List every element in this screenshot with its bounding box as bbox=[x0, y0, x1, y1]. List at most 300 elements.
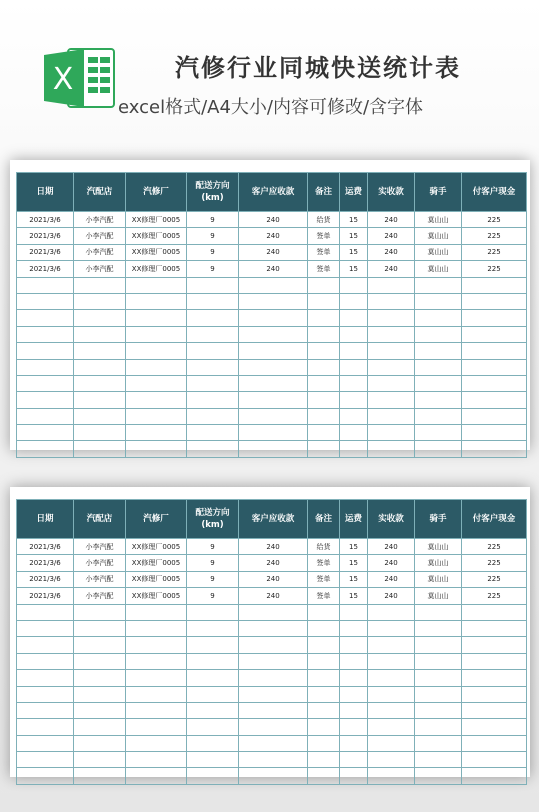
table-cell bbox=[308, 752, 340, 768]
table-row bbox=[17, 719, 527, 735]
table-row bbox=[17, 539, 527, 555]
table-cell: 240 bbox=[239, 555, 308, 571]
table-cell bbox=[74, 392, 126, 408]
table-cell: XX修理厂0005 bbox=[126, 571, 187, 587]
table-cell: 240 bbox=[368, 571, 415, 587]
table-cell bbox=[126, 670, 187, 686]
table-cell bbox=[187, 752, 239, 768]
table-cell: 小李汽配 bbox=[74, 571, 126, 587]
table-cell bbox=[17, 343, 74, 359]
table-cell bbox=[340, 277, 368, 293]
table-cell bbox=[126, 310, 187, 326]
table-cell bbox=[462, 343, 527, 359]
table-cell bbox=[17, 293, 74, 309]
table-row bbox=[17, 768, 527, 784]
table-cell bbox=[239, 277, 308, 293]
table-cell: 2021/3/6 bbox=[17, 244, 74, 260]
table-cell bbox=[17, 719, 74, 735]
column-header: 日期 bbox=[17, 173, 74, 212]
table-cell bbox=[340, 326, 368, 342]
table-cell bbox=[17, 375, 74, 391]
table-cell bbox=[239, 604, 308, 620]
table-cell bbox=[308, 768, 340, 784]
table-cell bbox=[187, 359, 239, 375]
table-cell bbox=[74, 441, 126, 457]
table-cell bbox=[239, 326, 308, 342]
table-cell bbox=[308, 735, 340, 751]
table-cell bbox=[462, 392, 527, 408]
spreadsheet-preview-2 bbox=[10, 487, 530, 777]
table-cell: 15 bbox=[340, 539, 368, 555]
table-cell bbox=[17, 768, 74, 784]
table-cell bbox=[187, 425, 239, 441]
table-cell: 2021/3/6 bbox=[17, 261, 74, 277]
table-cell bbox=[415, 768, 462, 784]
table-cell bbox=[308, 343, 340, 359]
table-cell: 2021/3/6 bbox=[17, 555, 74, 571]
table-cell bbox=[239, 686, 308, 702]
table-cell bbox=[187, 686, 239, 702]
table-cell bbox=[368, 392, 415, 408]
table-cell bbox=[187, 604, 239, 620]
table-cell bbox=[368, 702, 415, 718]
table-cell bbox=[340, 768, 368, 784]
table-cell: 小李汽配 bbox=[74, 539, 126, 555]
table-cell: 签单 bbox=[308, 228, 340, 244]
table-cell: 9 bbox=[187, 539, 239, 555]
table-cell bbox=[187, 768, 239, 784]
table-cell bbox=[74, 604, 126, 620]
table-cell bbox=[308, 326, 340, 342]
table-cell: 莫山山 bbox=[415, 571, 462, 587]
column-header: 运费 bbox=[340, 500, 368, 539]
table-cell bbox=[239, 293, 308, 309]
table-body bbox=[17, 212, 527, 458]
table-cell bbox=[126, 653, 187, 669]
table-cell bbox=[74, 768, 126, 784]
table-cell bbox=[308, 310, 340, 326]
table-cell bbox=[462, 653, 527, 669]
table-cell: 15 bbox=[340, 228, 368, 244]
table-cell bbox=[17, 425, 74, 441]
table-cell: 莫山山 bbox=[415, 539, 462, 555]
table-cell bbox=[74, 293, 126, 309]
table-cell bbox=[415, 408, 462, 424]
table-cell bbox=[462, 408, 527, 424]
table-cell bbox=[415, 653, 462, 669]
table-cell: 240 bbox=[239, 261, 308, 277]
table-cell: 240 bbox=[239, 571, 308, 587]
table-cell bbox=[17, 686, 74, 702]
table-cell bbox=[74, 686, 126, 702]
table-cell bbox=[126, 702, 187, 718]
table-cell bbox=[239, 768, 308, 784]
table-cell bbox=[17, 359, 74, 375]
table-cell bbox=[462, 375, 527, 391]
table-cell bbox=[126, 604, 187, 620]
table-cell bbox=[340, 392, 368, 408]
data-table bbox=[16, 172, 527, 458]
table-cell bbox=[462, 310, 527, 326]
table-cell bbox=[308, 293, 340, 309]
table-row bbox=[17, 244, 527, 260]
table-cell bbox=[239, 392, 308, 408]
table-cell bbox=[368, 686, 415, 702]
table-cell bbox=[462, 702, 527, 718]
table-cell: 小李汽配 bbox=[74, 261, 126, 277]
table-cell bbox=[239, 719, 308, 735]
table-cell: 给货 bbox=[308, 212, 340, 228]
table-cell: 9 bbox=[187, 228, 239, 244]
table-cell: 15 bbox=[340, 555, 368, 571]
table-cell: 225 bbox=[462, 228, 527, 244]
table-cell bbox=[308, 653, 340, 669]
table-cell bbox=[126, 392, 187, 408]
table-cell bbox=[415, 752, 462, 768]
table-cell bbox=[462, 359, 527, 375]
table-cell bbox=[187, 735, 239, 751]
table-cell bbox=[340, 343, 368, 359]
table-cell bbox=[368, 441, 415, 457]
table-cell bbox=[415, 702, 462, 718]
table-cell bbox=[415, 425, 462, 441]
column-header: 运费 bbox=[340, 173, 368, 212]
column-header: 汽修厂 bbox=[126, 173, 187, 212]
column-header: 备注 bbox=[308, 173, 340, 212]
table-cell: XX修理厂0005 bbox=[126, 588, 187, 604]
table-cell: 225 bbox=[462, 539, 527, 555]
table-cell: 莫山山 bbox=[415, 588, 462, 604]
table-cell bbox=[368, 326, 415, 342]
table-row bbox=[17, 571, 527, 587]
table-cell bbox=[415, 637, 462, 653]
table-cell: 2021/3/6 bbox=[17, 228, 74, 244]
table-cell bbox=[239, 343, 308, 359]
table-cell: 225 bbox=[462, 571, 527, 587]
table-row bbox=[17, 375, 527, 391]
column-header: 汽配店 bbox=[74, 500, 126, 539]
table-row bbox=[17, 212, 527, 228]
table-cell bbox=[415, 620, 462, 636]
table-cell bbox=[126, 620, 187, 636]
table-cell: 15 bbox=[340, 212, 368, 228]
table-cell bbox=[415, 735, 462, 751]
table-cell bbox=[126, 277, 187, 293]
data-table bbox=[16, 499, 527, 785]
table-cell bbox=[308, 408, 340, 424]
table-cell bbox=[126, 637, 187, 653]
table-cell bbox=[308, 277, 340, 293]
table-cell: 240 bbox=[368, 588, 415, 604]
table-cell bbox=[187, 670, 239, 686]
column-header: 日期 bbox=[17, 500, 74, 539]
table-cell: 225 bbox=[462, 588, 527, 604]
table-cell bbox=[239, 735, 308, 751]
table-cell bbox=[308, 637, 340, 653]
table-cell: XX修理厂0005 bbox=[126, 212, 187, 228]
table-cell bbox=[340, 702, 368, 718]
table-cell bbox=[17, 441, 74, 457]
table-cell bbox=[126, 293, 187, 309]
column-header: 实收款 bbox=[368, 500, 415, 539]
column-header: 备注 bbox=[308, 500, 340, 539]
table-cell bbox=[415, 359, 462, 375]
table-cell: 240 bbox=[368, 539, 415, 555]
table-cell bbox=[462, 277, 527, 293]
table-cell bbox=[462, 425, 527, 441]
table-cell bbox=[74, 326, 126, 342]
spreadsheet-preview-1 bbox=[10, 160, 530, 450]
table-cell bbox=[340, 375, 368, 391]
table-row bbox=[17, 277, 527, 293]
table-row bbox=[17, 686, 527, 702]
table-cell bbox=[187, 719, 239, 735]
table-cell bbox=[17, 752, 74, 768]
table-cell bbox=[74, 637, 126, 653]
column-header: 付客户现金 bbox=[462, 500, 527, 539]
table-cell: 15 bbox=[340, 588, 368, 604]
table-cell bbox=[368, 653, 415, 669]
header-row bbox=[17, 500, 527, 539]
table-cell bbox=[239, 653, 308, 669]
table-cell bbox=[340, 310, 368, 326]
table-cell bbox=[239, 441, 308, 457]
table-cell bbox=[239, 359, 308, 375]
table-cell bbox=[415, 441, 462, 457]
table-cell: 9 bbox=[187, 555, 239, 571]
table-row bbox=[17, 670, 527, 686]
logo-letter: X bbox=[52, 62, 74, 97]
table-cell: 240 bbox=[368, 212, 415, 228]
table-cell bbox=[340, 653, 368, 669]
table-cell: 240 bbox=[368, 555, 415, 571]
table-cell: 2021/3/6 bbox=[17, 588, 74, 604]
table-row bbox=[17, 261, 527, 277]
table-cell bbox=[368, 359, 415, 375]
table-cell bbox=[340, 686, 368, 702]
table-cell bbox=[368, 768, 415, 784]
table-cell bbox=[340, 620, 368, 636]
table-cell bbox=[17, 670, 74, 686]
table-cell: 签单 bbox=[308, 555, 340, 571]
table-cell: 9 bbox=[187, 261, 239, 277]
table-cell bbox=[74, 752, 126, 768]
table-cell: 240 bbox=[239, 228, 308, 244]
table-cell bbox=[308, 620, 340, 636]
table-cell: 225 bbox=[462, 555, 527, 571]
table-cell bbox=[462, 752, 527, 768]
table-cell bbox=[462, 670, 527, 686]
table-cell bbox=[187, 326, 239, 342]
table-cell: 小李汽配 bbox=[74, 212, 126, 228]
table-cell: 240 bbox=[368, 261, 415, 277]
table-cell bbox=[340, 604, 368, 620]
table-cell bbox=[308, 702, 340, 718]
table-cell bbox=[368, 735, 415, 751]
table-cell bbox=[308, 670, 340, 686]
table-cell bbox=[74, 277, 126, 293]
table-cell bbox=[126, 425, 187, 441]
table-cell: 莫山山 bbox=[415, 261, 462, 277]
table-row bbox=[17, 441, 527, 457]
table-cell bbox=[126, 719, 187, 735]
table-row bbox=[17, 620, 527, 636]
table-cell bbox=[187, 277, 239, 293]
table-cell bbox=[17, 326, 74, 342]
table-row bbox=[17, 326, 527, 342]
table-row bbox=[17, 392, 527, 408]
table-cell bbox=[308, 604, 340, 620]
table-cell bbox=[239, 670, 308, 686]
table-cell bbox=[187, 702, 239, 718]
table-cell bbox=[187, 293, 239, 309]
table-cell bbox=[187, 343, 239, 359]
table-cell bbox=[187, 408, 239, 424]
table-cell bbox=[308, 441, 340, 457]
table-cell bbox=[126, 343, 187, 359]
excel-logo-icon bbox=[44, 47, 116, 109]
column-header: 骑手 bbox=[415, 173, 462, 212]
table-cell: 240 bbox=[368, 244, 415, 260]
table-cell bbox=[415, 293, 462, 309]
table-cell bbox=[74, 670, 126, 686]
table-cell bbox=[187, 441, 239, 457]
header-row bbox=[17, 173, 527, 212]
table-cell bbox=[368, 637, 415, 653]
table-cell: 15 bbox=[340, 261, 368, 277]
table-cell bbox=[415, 310, 462, 326]
table-cell: 小李汽配 bbox=[74, 555, 126, 571]
table-cell: 15 bbox=[340, 571, 368, 587]
table-cell bbox=[239, 408, 308, 424]
table-cell bbox=[126, 768, 187, 784]
table-row bbox=[17, 637, 527, 653]
table-cell: XX修理厂0005 bbox=[126, 244, 187, 260]
table-cell: XX修理厂0005 bbox=[126, 261, 187, 277]
page-subtitle: excel格式/A4大小/内容可修改/含字体 bbox=[118, 97, 424, 118]
table-cell bbox=[340, 408, 368, 424]
table-row bbox=[17, 293, 527, 309]
table-cell bbox=[340, 719, 368, 735]
table-row bbox=[17, 604, 527, 620]
table-cell bbox=[74, 375, 126, 391]
column-header: 客户应收款 bbox=[239, 500, 308, 539]
table-cell: 签单 bbox=[308, 588, 340, 604]
table-cell bbox=[462, 735, 527, 751]
table-cell bbox=[415, 343, 462, 359]
table-cell bbox=[126, 441, 187, 457]
table-cell bbox=[415, 277, 462, 293]
table-cell bbox=[462, 686, 527, 702]
table-cell: 9 bbox=[187, 588, 239, 604]
table-cell bbox=[126, 752, 187, 768]
table-cell bbox=[368, 719, 415, 735]
table-cell bbox=[74, 735, 126, 751]
table-cell bbox=[415, 604, 462, 620]
table-cell: 15 bbox=[340, 244, 368, 260]
table-row bbox=[17, 408, 527, 424]
table-cell bbox=[308, 686, 340, 702]
table-cell bbox=[239, 702, 308, 718]
table-cell bbox=[17, 408, 74, 424]
table-cell: XX修理厂0005 bbox=[126, 555, 187, 571]
column-header: 汽配店 bbox=[74, 173, 126, 212]
table-cell: 小李汽配 bbox=[74, 228, 126, 244]
table-cell bbox=[239, 752, 308, 768]
table-cell: XX修理厂0005 bbox=[126, 539, 187, 555]
table-cell bbox=[308, 375, 340, 391]
column-header: 实收款 bbox=[368, 173, 415, 212]
table-row bbox=[17, 653, 527, 669]
column-header: 配送方向 (km) bbox=[187, 173, 239, 212]
table-row bbox=[17, 425, 527, 441]
table-row bbox=[17, 343, 527, 359]
table-cell bbox=[187, 392, 239, 408]
table-cell bbox=[126, 375, 187, 391]
table-cell bbox=[239, 620, 308, 636]
table-cell bbox=[74, 425, 126, 441]
table-cell bbox=[17, 277, 74, 293]
table-cell bbox=[74, 359, 126, 375]
table-cell bbox=[126, 735, 187, 751]
table-row bbox=[17, 359, 527, 375]
table-cell: 240 bbox=[239, 539, 308, 555]
table-cell bbox=[74, 310, 126, 326]
table-cell: 225 bbox=[462, 244, 527, 260]
table-cell bbox=[368, 670, 415, 686]
table-cell: 2021/3/6 bbox=[17, 539, 74, 555]
column-header: 配送方向 (km) bbox=[187, 500, 239, 539]
table-cell bbox=[368, 425, 415, 441]
table-cell bbox=[368, 752, 415, 768]
table-cell bbox=[368, 293, 415, 309]
table-cell bbox=[340, 637, 368, 653]
table-cell bbox=[462, 604, 527, 620]
table-cell bbox=[368, 620, 415, 636]
table-cell bbox=[74, 408, 126, 424]
table-cell bbox=[187, 375, 239, 391]
table-row bbox=[17, 752, 527, 768]
table-cell bbox=[126, 686, 187, 702]
table-cell: 240 bbox=[368, 228, 415, 244]
table-cell bbox=[308, 359, 340, 375]
table-cell bbox=[415, 375, 462, 391]
table-cell bbox=[340, 735, 368, 751]
table-cell bbox=[126, 359, 187, 375]
table-cell bbox=[126, 408, 187, 424]
table-cell bbox=[462, 293, 527, 309]
table-cell bbox=[187, 310, 239, 326]
table-cell: 240 bbox=[239, 244, 308, 260]
table-cell bbox=[368, 375, 415, 391]
table-cell bbox=[415, 392, 462, 408]
table-row bbox=[17, 735, 527, 751]
table-cell bbox=[239, 425, 308, 441]
column-header: 汽修厂 bbox=[126, 500, 187, 539]
table-cell bbox=[17, 310, 74, 326]
table-cell: 莫山山 bbox=[415, 228, 462, 244]
table-row bbox=[17, 555, 527, 571]
table-cell bbox=[368, 343, 415, 359]
table-cell bbox=[462, 620, 527, 636]
table-cell bbox=[187, 620, 239, 636]
table-body bbox=[17, 539, 527, 785]
table-cell bbox=[17, 653, 74, 669]
table-cell: 签单 bbox=[308, 261, 340, 277]
table-cell bbox=[308, 719, 340, 735]
table-cell bbox=[415, 670, 462, 686]
table-cell bbox=[368, 604, 415, 620]
